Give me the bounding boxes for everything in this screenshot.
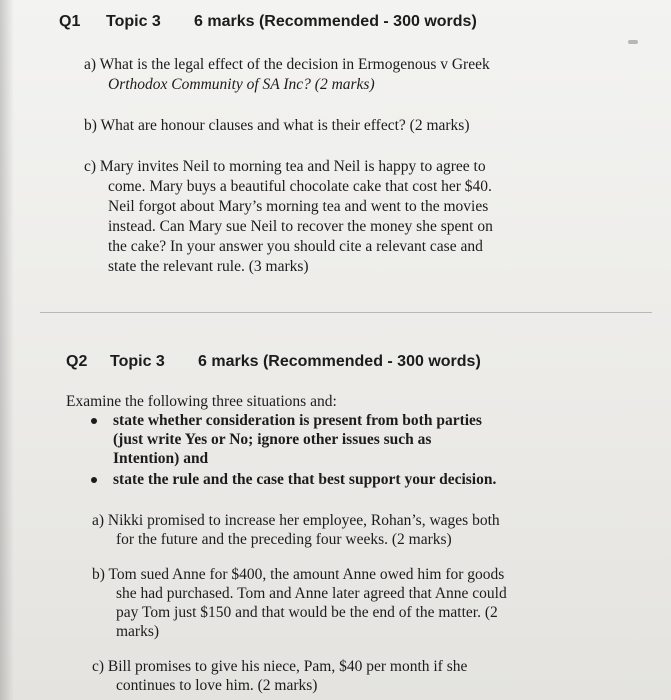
q2-number: Q2: [66, 353, 88, 370]
q1-c-line4: instead. Can Mary sue Neil to recover the money she spent on: [108, 218, 493, 235]
q1-c-line1: c) Mary invites Neil to morning tea and Neil is happy to agree to: [84, 158, 486, 175]
q2-b-line4: marks): [116, 623, 160, 640]
q2-b-line1: b) Tom sued Anne for $400, the amount Anne owed him for goods: [92, 566, 505, 583]
q1-marks: 6 marks (Recommended - 300 words): [194, 13, 477, 30]
q1-a-line2: Orthodox Community of SA Inc? (2 marks): [108, 76, 375, 93]
q2-c-line2: continues to love him. (2 marks): [116, 677, 318, 694]
q2-bullet2-line1: state the rule and the case that best support your decision.: [113, 471, 497, 488]
paper-mark: [628, 40, 638, 44]
q1-c-line3: Neil forgot about Mary’s morning tea and went to the movies: [108, 198, 489, 215]
q2-topic: Topic 3: [110, 353, 165, 370]
q2-intro: Examine the following three situations and:: [66, 393, 337, 410]
q2-c-line1: c) Bill promises to give his niece, Pam, $40 per month if she: [92, 658, 468, 675]
q2-bullet1-line1: state whether consideration is present from both parties: [113, 412, 482, 429]
q1-b-line1: b) What are honour clauses and what is their effect? (2 marks): [84, 117, 470, 134]
q2-bullet1-line2: (just write Yes or No; ignore other issues such as: [113, 431, 432, 448]
section-divider: [40, 312, 652, 313]
q2-a-line1: a) Nikki promised to increase her employee, Rohan’s, wages both: [92, 512, 500, 529]
q1-topic: Topic 3: [106, 13, 161, 30]
q1-c-line2: come. Mary buys a beautiful chocolate cake that cost her $40.: [108, 178, 492, 195]
q1-c-line6: state the relevant rule. (3 marks): [108, 258, 309, 275]
q1-number: Q1: [59, 13, 81, 30]
q1-c-line5: the cake? In your answer you should cite a relevant case and: [108, 238, 483, 255]
q2-b-line3: pay Tom just $150 and that would be the end of the matter. (2: [116, 604, 498, 621]
q2-b-line2: she had purchased. Tom and Anne later agreed that Anne could: [116, 585, 507, 602]
q2-marks: 6 marks (Recommended - 300 words): [198, 353, 481, 370]
q1-a-line1: a) What is the legal effect of the decision in Ermogenous v Greek: [84, 56, 490, 73]
q2-bullet1-line3: Intention) and: [113, 450, 209, 467]
q2-a-line2: for the future and the preceding four weeks. (2 marks): [116, 531, 452, 548]
bullet-dot: [91, 477, 97, 483]
page-shadow: [0, 0, 14, 700]
bullet-dot: [91, 418, 97, 424]
